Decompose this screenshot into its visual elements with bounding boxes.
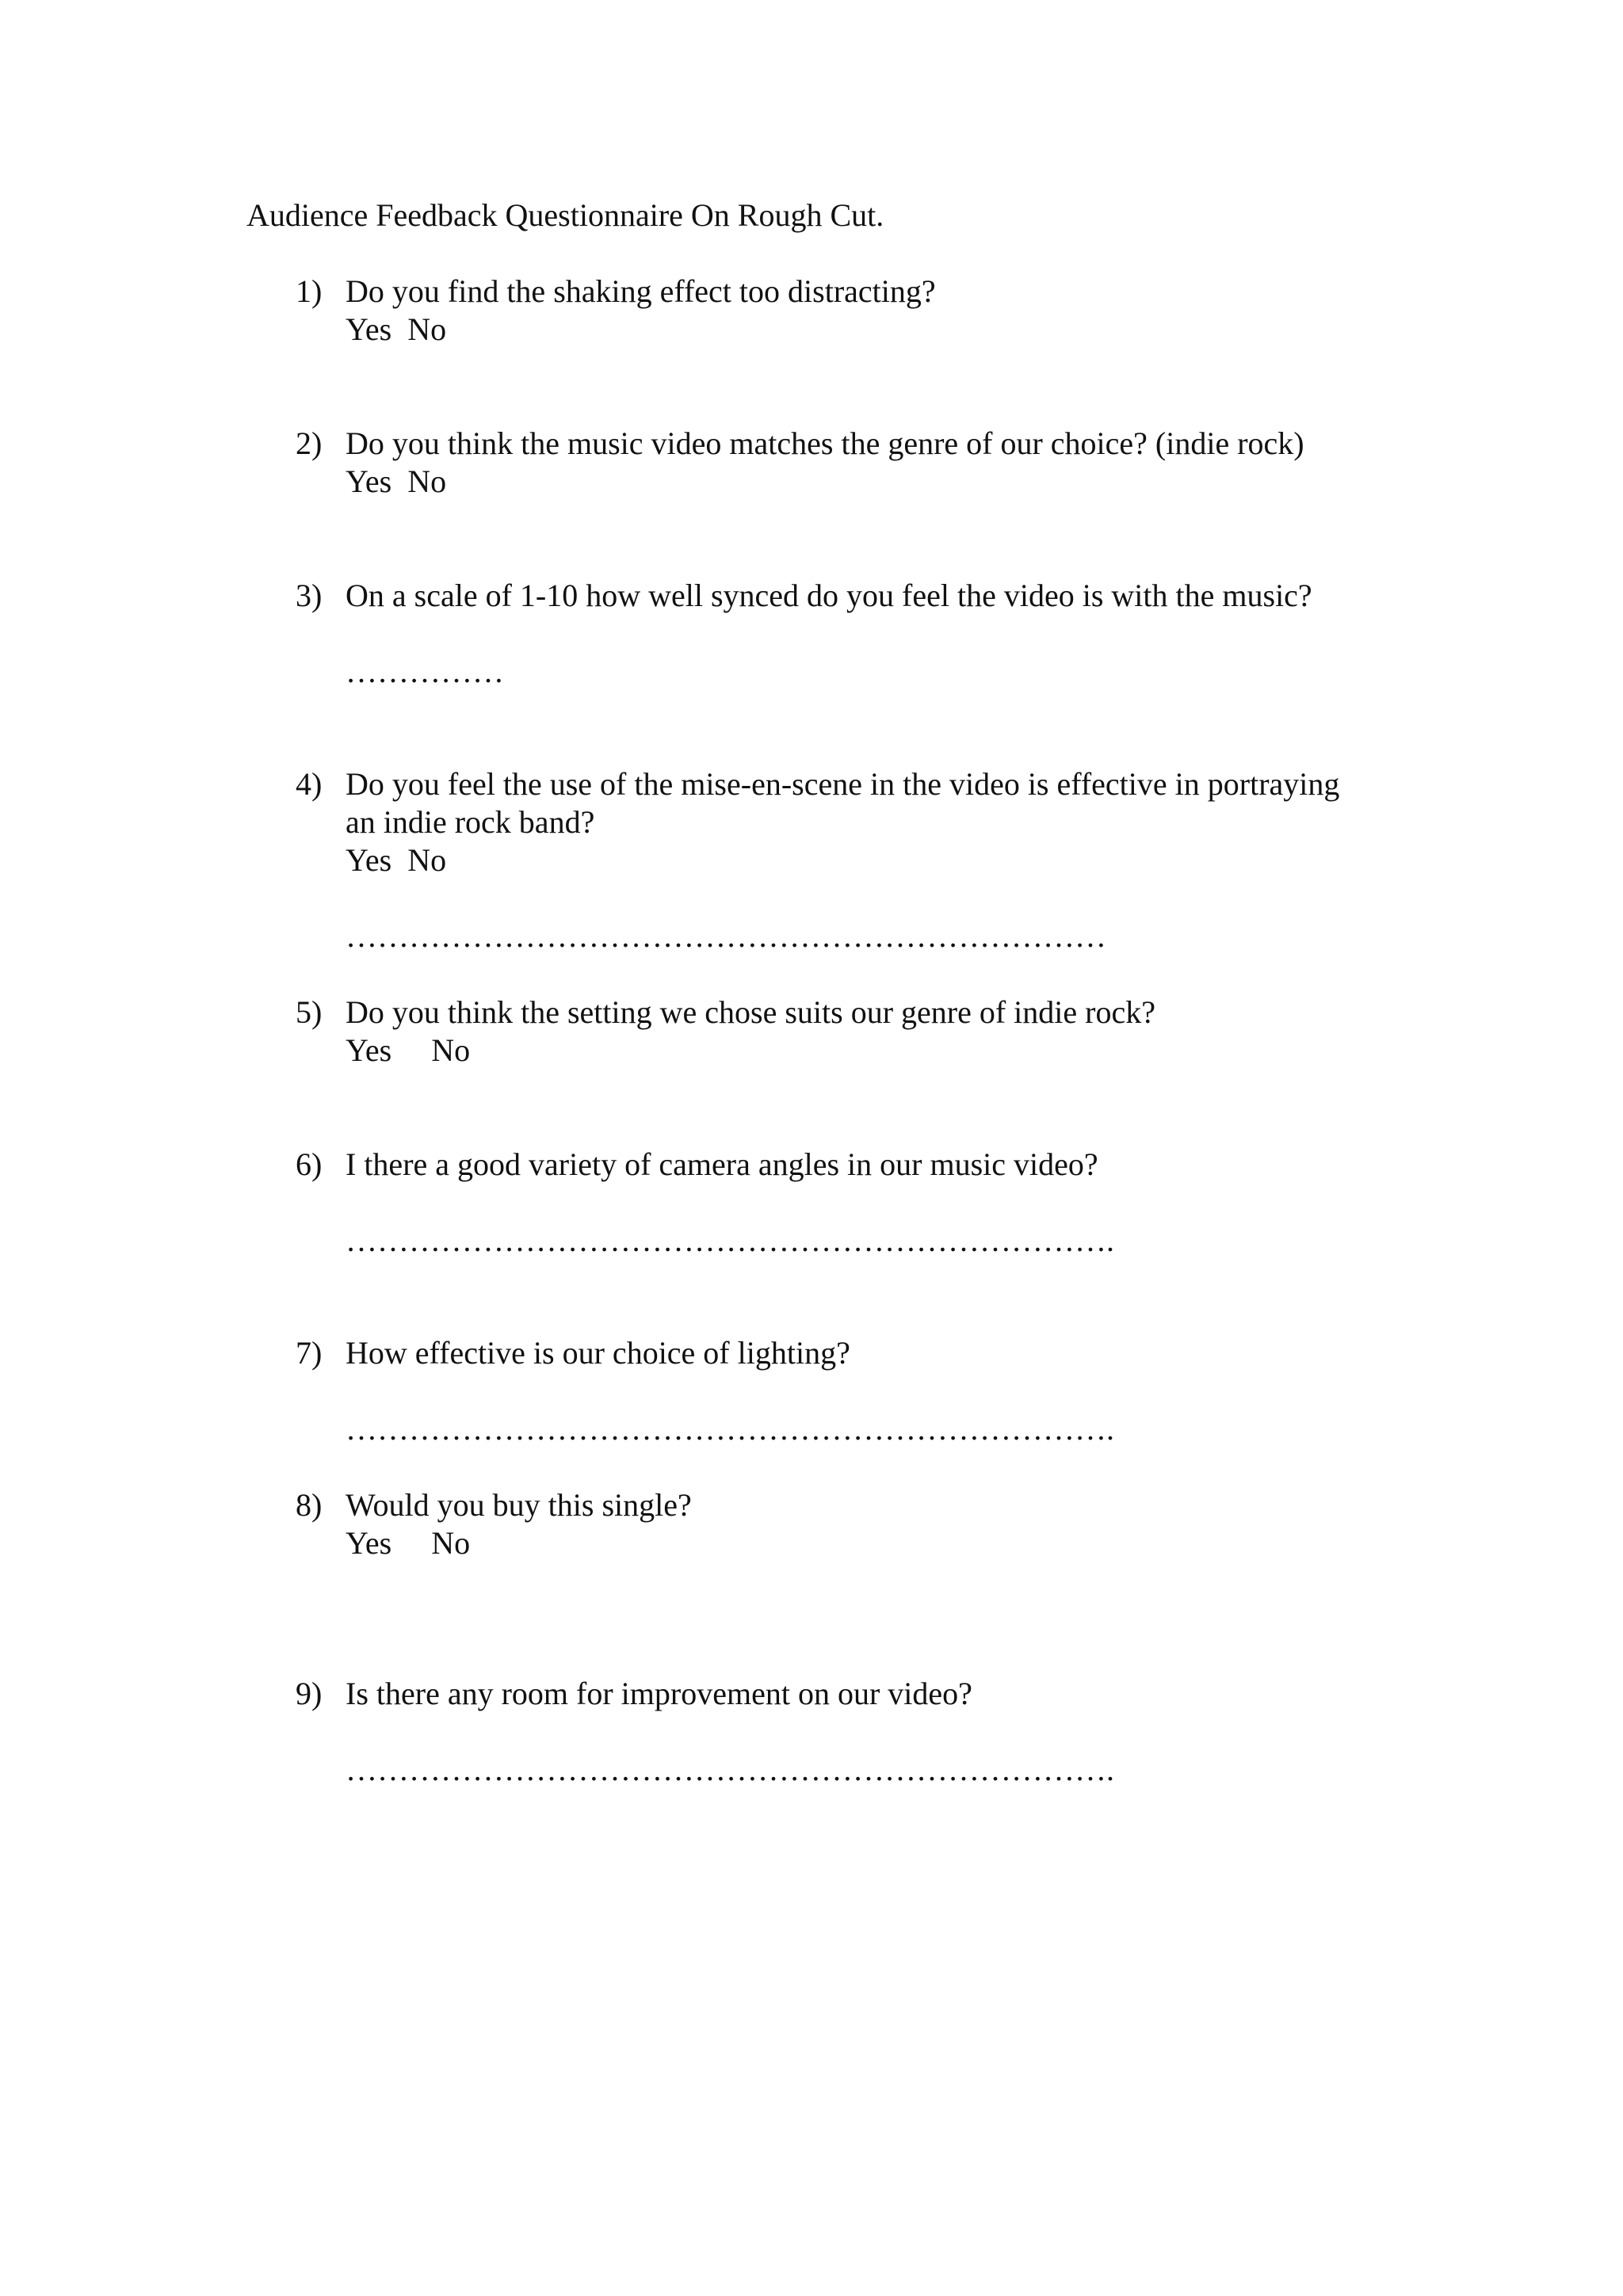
document-title: Audience Feedback Questionnaire On Rough Cut. [246, 197, 884, 233]
question-number: 7) [296, 1335, 323, 1371]
answer-blank-line[interactable]: ……………………………………………………………… [346, 918, 1106, 954]
question-text-continued: an indie rock band? [346, 804, 595, 840]
question-text: Would you buy this single? [346, 1487, 692, 1523]
answer-blank-line[interactable]: ………………………………………………………………. [346, 1222, 1114, 1258]
question-text: How effective is our choice of lighting? [346, 1335, 850, 1371]
question-text: Do you find the shaking effect too distracting? [346, 273, 936, 309]
question-number: 2) [296, 425, 323, 461]
yes-no-options[interactable]: Yes No [346, 1525, 471, 1561]
answer-blank-line[interactable]: ………………………………………………………………. [346, 1752, 1114, 1787]
answer-blank-line[interactable]: ………………………………………………………………. [346, 1411, 1114, 1447]
yes-no-options[interactable]: Yes No [346, 1032, 471, 1068]
question-text: Do you think the music video matches the genre of our choice? (indie rock) [346, 425, 1304, 461]
yes-no-options[interactable]: Yes No [346, 842, 447, 878]
question-number: 1) [296, 273, 323, 309]
question-number: 9) [296, 1676, 323, 1711]
question-text: I there a good variety of camera angles in our music video? [346, 1146, 1098, 1182]
question-number: 6) [296, 1146, 323, 1182]
question-number: 8) [296, 1487, 323, 1523]
question-text: Do you feel the use of the mise-en-scene in the video is effective in portraying [346, 766, 1340, 802]
yes-no-options[interactable]: Yes No [346, 463, 447, 499]
question-text: On a scale of 1-10 how well synced do you feel the video is with the music? [346, 578, 1312, 613]
question-text: Is there any room for improvement on our video? [346, 1676, 972, 1711]
question-number: 5) [296, 994, 323, 1030]
yes-no-options[interactable]: Yes No [346, 311, 447, 347]
question-number: 4) [296, 766, 323, 802]
question-number: 3) [296, 578, 323, 613]
question-text: Do you think the setting we chose suits our genre of indie rock? [346, 994, 1155, 1030]
answer-blank-line[interactable]: …………… [346, 654, 504, 689]
